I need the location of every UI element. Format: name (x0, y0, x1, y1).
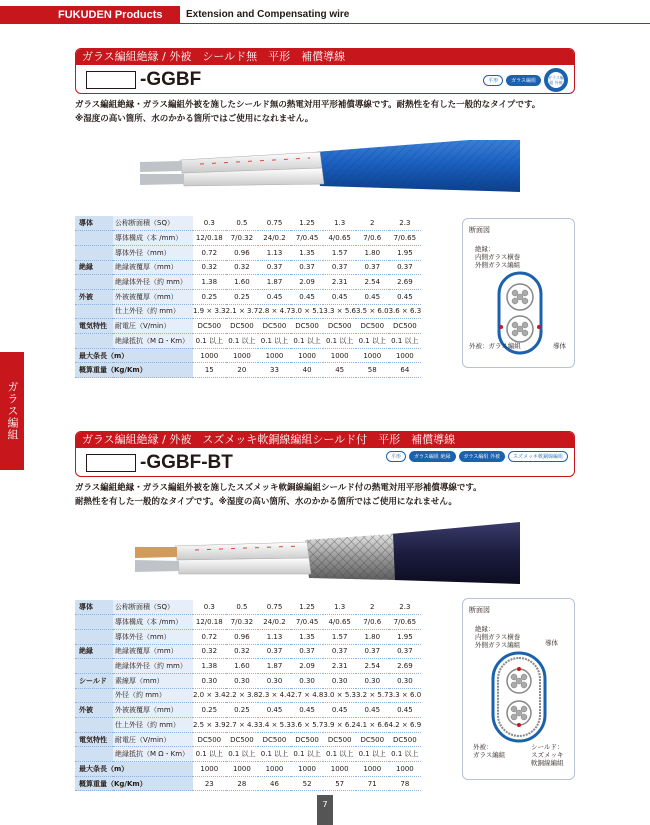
spec-value: 3.6 × 6.3 (389, 304, 422, 319)
spec-value: 0.75 (258, 600, 291, 615)
spec-row (75, 644, 421, 659)
spec-item-label: 公称断面積（SQ） (113, 600, 193, 615)
spec-item-label: 絶縁被覆厚（mm） (113, 644, 193, 659)
product-header-box (75, 48, 575, 94)
spec-group-label: シールド (75, 673, 113, 688)
spec-value: 0.37 (323, 260, 356, 275)
spec-value: 4/0.65 (323, 231, 356, 246)
spec-value: 7/0.6 (356, 615, 389, 630)
spec-value: 0.3 (193, 600, 226, 615)
spec-value: 1.80 (356, 245, 389, 260)
description-note: ※湿度の高い箇所、水のかかる箇所ではご使用になれません。 (75, 114, 314, 124)
spec-value: 7/0.65 (389, 231, 422, 246)
spec-row (75, 659, 421, 674)
spec-value: 1.35 (291, 629, 324, 644)
spec-value: DC500 (389, 319, 422, 334)
spec-value: 0.32 (226, 644, 259, 659)
spec-value: 58 (356, 363, 389, 378)
spec-group-label (75, 334, 113, 349)
spec-item-label: 外被被覆厚（mm） (113, 289, 193, 304)
spec-value: 71 (356, 776, 389, 791)
product-description (75, 481, 482, 509)
diagram-label-inner: 内側ガラス横巻 (475, 253, 521, 261)
spec-row (75, 216, 421, 231)
spec-value: 1000 (193, 348, 226, 363)
feature-badges (386, 451, 568, 462)
model-row (86, 452, 233, 474)
cross-section-diagram-ggbf (462, 218, 575, 368)
spec-value: 45 (323, 363, 356, 378)
spec-group-label: 絶縁 (75, 260, 113, 275)
spec-group-label (75, 304, 113, 319)
spec-row (75, 600, 421, 615)
spec-value: 0.37 (258, 644, 291, 659)
spec-item-label: 公称断面積（SQ） (113, 216, 193, 231)
spec-value: 78 (389, 776, 422, 791)
spec-value: 1.60 (226, 275, 259, 290)
spec-value: 1.3 (323, 600, 356, 615)
product-description (75, 98, 540, 126)
spec-value: 0.37 (291, 644, 324, 659)
spec-value: 0.45 (291, 289, 324, 304)
diagram-label-jacket: 外被：ガラス編組 (469, 342, 521, 350)
product-header-ggbf (75, 48, 575, 94)
diagram-label-shield-copper: 軟銅線編組 (531, 759, 564, 767)
spec-row (75, 363, 421, 378)
spec-group-label (75, 659, 113, 674)
spec-item-label: 仕上外径（約 mm） (113, 718, 193, 733)
spec-row (75, 747, 421, 762)
spec-value: DC500 (258, 319, 291, 334)
spec-group-label: 導体 (75, 600, 113, 615)
spec-value: 2.09 (291, 275, 324, 290)
diagram-label-conductor: 導体 (545, 639, 558, 647)
spec-value: 7/0.65 (389, 615, 422, 630)
spec-item-label: 絶縁被覆厚（mm） (113, 260, 193, 275)
diagram-title: 断面図 (469, 606, 490, 614)
badge-glass-braid: ガラス編組 (506, 75, 541, 86)
spec-value: 1.13 (258, 245, 291, 260)
spec-row (75, 732, 421, 747)
spec-value: 1000 (226, 348, 259, 363)
spec-row (75, 304, 421, 319)
spec-value: 1000 (389, 348, 422, 363)
spec-value: DC500 (193, 732, 226, 747)
spec-row (75, 289, 421, 304)
spec-value: 64 (389, 363, 422, 378)
spec-value: 3.9 × 6.2 (323, 718, 356, 733)
spec-value: 15 (193, 363, 226, 378)
spec-value: 12/0.18 (193, 615, 226, 630)
spec-value: 0.37 (389, 260, 422, 275)
spec-value: 1000 (323, 348, 356, 363)
diagram-label-outer: 外側ガラス編組 (475, 641, 521, 649)
description-line: ガラス編組絶縁・ガラス編組外被を施したシールド無の熱電対用平形補償導線です。耐熱性を有した一般的なタイプです。 (75, 100, 541, 110)
spec-value: 0.1 以上 (356, 334, 389, 349)
spec-value: 0.45 (323, 703, 356, 718)
spec-value: 0.37 (389, 644, 422, 659)
badge-jacket-icon: ガラス編組 外被 (544, 68, 568, 92)
spec-value: 1000 (291, 348, 324, 363)
spec-value: 0.45 (291, 703, 324, 718)
spec-value: 0.30 (323, 673, 356, 688)
spec-value: 2.54 (356, 659, 389, 674)
spec-value: 2.3 (389, 216, 422, 231)
spec-value: 52 (291, 776, 324, 791)
spec-group-label (75, 615, 113, 630)
spec-value: 3.4 × 5.3 (258, 718, 291, 733)
model-prefix-box (86, 71, 136, 89)
spec-value: DC500 (226, 319, 259, 334)
spec-group-label (75, 275, 113, 290)
spec-value: 1000 (258, 348, 291, 363)
spec-value: 2.0 × 3.4 (193, 688, 226, 703)
feature-badges (483, 68, 568, 92)
spec-value: 46 (258, 776, 291, 791)
spec-row (75, 260, 421, 275)
spec-value: 57 (323, 776, 356, 791)
diagram-label-jacket: 外被： (473, 743, 493, 751)
spec-value: 2 (356, 600, 389, 615)
spec-value: 3.3 × 5.6 (323, 304, 356, 319)
badge-flat: 平形 (386, 451, 406, 462)
spec-value: 4/0.65 (323, 615, 356, 630)
spec-row (75, 334, 421, 349)
spec-value: 2.31 (323, 659, 356, 674)
spec-row (75, 718, 421, 733)
spec-value: 0.1 以上 (258, 334, 291, 349)
spec-value: 1.95 (389, 245, 422, 260)
brand-title: FUKUDEN Products CATALOG (0, 6, 180, 24)
spec-group-label: 電気特性 (75, 319, 113, 334)
spec-value: 3.6 × 5.7 (291, 718, 324, 733)
spec-value: 1000 (356, 762, 389, 777)
spec-value: 1.38 (193, 659, 226, 674)
spec-value: 0.37 (291, 260, 324, 275)
spec-value: 0.37 (258, 260, 291, 275)
spec-value: DC500 (356, 732, 389, 747)
badge-glass-braid-jacket: ガラス編組 外被 (459, 451, 505, 462)
spec-table-ggbf (75, 216, 421, 378)
spec-value: 0.30 (226, 673, 259, 688)
spec-group-label: 概算重量（Kg/Km） (75, 363, 193, 378)
spec-value: 0.32 (193, 260, 226, 275)
spec-value: 1.80 (356, 629, 389, 644)
spec-value: 0.75 (258, 216, 291, 231)
spec-value: DC500 (291, 319, 324, 334)
spec-group-label: 外被 (75, 703, 113, 718)
spec-value: 1.25 (291, 216, 324, 231)
product-category: ガラス編組絶縁 / 外被 スズメッキ軟銅線編組シールド付 平形 補償導線 (76, 432, 574, 448)
spec-value: 0.3 (193, 216, 226, 231)
spec-value: 2.7 × 4.3 (226, 718, 259, 733)
spec-value: 12/0.18 (193, 231, 226, 246)
spec-value: DC500 (323, 732, 356, 747)
spec-value: 1000 (323, 762, 356, 777)
spec-value: 2.1 × 3.7 (226, 304, 259, 319)
spec-value: 0.1 以上 (291, 747, 324, 762)
catalog-subtitle: Extension and Compensating wire (180, 6, 650, 24)
spec-value: DC500 (226, 732, 259, 747)
spec-value: 0.37 (356, 260, 389, 275)
spec-row (75, 348, 421, 363)
spec-value: 7/0.6 (356, 231, 389, 246)
spec-value: 33 (258, 363, 291, 378)
spec-row (75, 703, 421, 718)
spec-value: 1000 (291, 762, 324, 777)
spec-group-label (75, 688, 113, 703)
spec-value: 40 (291, 363, 324, 378)
product-category: ガラス編組絶縁 / 外被 シールド無 平形 補償導線 (76, 49, 574, 65)
spec-value: 0.30 (291, 673, 324, 688)
spec-value: 0.96 (226, 245, 259, 260)
description-note: 耐熱性を有した一般的なタイプです。※湿度の高い箇所、水のかかる箇所ではご使用になれません。 (75, 497, 457, 507)
spec-group-label: 最大条長（m） (75, 348, 193, 363)
spec-value: 7/0.45 (291, 615, 324, 630)
spec-group-label: 外被 (75, 289, 113, 304)
spec-value: 1.35 (291, 245, 324, 260)
spec-value: 1.60 (226, 659, 259, 674)
spec-value: 1.87 (258, 659, 291, 674)
spec-value: DC500 (291, 732, 324, 747)
spec-item-label: 絶縁体外径（約 mm） (113, 275, 193, 290)
badge-glass-braid-insulation: ガラス編組 絶縁 (409, 451, 455, 462)
spec-row (75, 615, 421, 630)
spec-row (75, 319, 421, 334)
spec-value: 0.72 (193, 629, 226, 644)
spec-value: 0.1 以上 (356, 747, 389, 762)
spec-value: 2 (356, 216, 389, 231)
spec-group-label (75, 245, 113, 260)
spec-item-label: 耐電圧（V/min） (113, 732, 193, 747)
diagram-title: 断面図 (469, 226, 490, 234)
spec-value: 3.0 × 5.3 (323, 688, 356, 703)
spec-value: 2.3 (389, 600, 422, 615)
spec-value: 4.2 × 6.9 (389, 718, 422, 733)
description-line: ガラス編組絶縁・ガラス編組外被を施したスズメッキ軟銅線編組シールド付の熱電対用平形補償導線です。 (75, 483, 482, 493)
diagram-label-inner: 内側ガラス横巻 (475, 633, 521, 641)
cross-section-icon (491, 651, 547, 743)
spec-table-ggbf-bt (75, 600, 421, 791)
spec-value: 0.1 以上 (323, 747, 356, 762)
spec-value: 0.37 (323, 644, 356, 659)
model-name: -GGBF (140, 69, 202, 90)
spec-value: 0.45 (258, 289, 291, 304)
spec-group-label (75, 718, 113, 733)
spec-item-label: 耐電圧（V/min） (113, 319, 193, 334)
model-prefix-box (86, 454, 136, 472)
spec-group-label: 導体 (75, 216, 113, 231)
spec-value: 2.09 (291, 659, 324, 674)
spec-item-label: 導体外径（mm） (113, 245, 193, 260)
spec-value: 0.32 (226, 260, 259, 275)
spec-row (75, 231, 421, 246)
spec-value: 1.57 (323, 629, 356, 644)
spec-value: 2.31 (323, 275, 356, 290)
side-tab[interactable]: ガラス編組 (0, 352, 24, 470)
spec-value: 0.1 以上 (258, 747, 291, 762)
spec-value: 7/0.45 (291, 231, 324, 246)
spec-value: DC500 (389, 732, 422, 747)
spec-row (75, 275, 421, 290)
diagram-label-outer: 外側ガラス編組 (475, 261, 521, 269)
spec-row (75, 762, 421, 777)
spec-value: 1000 (226, 762, 259, 777)
spec-value: 4.1 × 6.6 (356, 718, 389, 733)
spec-value: 1000 (193, 762, 226, 777)
spec-value: 0.5 (226, 216, 259, 231)
spec-value: 2.2 × 3.8 (226, 688, 259, 703)
spec-value: 7/0.32 (226, 615, 259, 630)
spec-group-label: 電気特性 (75, 732, 113, 747)
spec-value: 1000 (258, 762, 291, 777)
spec-item-label: 絶縁抵抗（M Ω・Km） (113, 747, 193, 762)
spec-item-label: 絶縁抵抗（M Ω・Km） (113, 334, 193, 349)
spec-value: 0.25 (226, 703, 259, 718)
spec-group-label: 概算重量（Kg/Km） (75, 776, 193, 791)
spec-group-label: 最大条長（m） (75, 762, 193, 777)
spec-value: 23 (193, 776, 226, 791)
spec-row (75, 688, 421, 703)
spec-value: 2.5 × 3.9 (193, 718, 226, 733)
diagram-label-jacket-material: ガラス編組 (473, 751, 506, 759)
spec-value: 0.1 以上 (226, 747, 259, 762)
spec-row (75, 776, 421, 791)
spec-value: 0.45 (389, 289, 422, 304)
model-name: -GGBF-BT (140, 452, 233, 473)
spec-value: 0.1 以上 (226, 334, 259, 349)
spec-value: 7/0.32 (226, 231, 259, 246)
badge-flat: 平形 (483, 75, 503, 86)
spec-value: 2.69 (389, 659, 422, 674)
spec-value: 0.30 (258, 673, 291, 688)
spec-value: 0.1 以上 (291, 334, 324, 349)
spec-value: 1.3 (323, 216, 356, 231)
spec-value: 0.45 (356, 703, 389, 718)
spec-group-label (75, 629, 113, 644)
spec-value: 1.13 (258, 629, 291, 644)
spec-value: 24/0.2 (258, 231, 291, 246)
spec-value: 0.30 (389, 673, 422, 688)
spec-value: 2.7 × 4.8 (291, 688, 324, 703)
spec-item-label: 仕上外径（約 mm） (113, 304, 193, 319)
spec-value: 24/0.2 (258, 615, 291, 630)
spec-value: 0.45 (258, 703, 291, 718)
spec-value: DC500 (193, 319, 226, 334)
spec-value: 28 (226, 776, 259, 791)
badge-tinned-copper-shield: スズメッキ軟銅線編組 (508, 451, 568, 462)
spec-value: 1.95 (389, 629, 422, 644)
spec-value: 3.0 × 5.1 (291, 304, 324, 319)
spec-value: 1.87 (258, 275, 291, 290)
spec-value: 0.30 (356, 673, 389, 688)
spec-value: 0.5 (226, 600, 259, 615)
spec-value: 1000 (389, 762, 422, 777)
spec-item-label: 導体構成（本 /mm） (113, 231, 193, 246)
spec-value: 0.96 (226, 629, 259, 644)
product-header-ggbf-bt (75, 431, 575, 477)
spec-value: 0.1 以上 (193, 747, 226, 762)
spec-value: 0.25 (193, 703, 226, 718)
spec-value: 0.1 以上 (389, 334, 422, 349)
spec-value: 0.1 以上 (323, 334, 356, 349)
spec-value: 3.5 × 6.0 (356, 304, 389, 319)
spec-value: 1.57 (323, 245, 356, 260)
spec-value: 0.45 (389, 703, 422, 718)
spec-value: 1.9 × 3.3 (193, 304, 226, 319)
page-number: 7 (317, 795, 333, 825)
spec-value: 2.3 × 4.4 (258, 688, 291, 703)
spec-value: 2.8 × 4.7 (258, 304, 291, 319)
spec-row (75, 629, 421, 644)
spec-item-label: 外径（約 mm） (113, 688, 193, 703)
spec-value: 0.1 以上 (389, 747, 422, 762)
product-header-box (75, 431, 575, 477)
spec-value: DC500 (356, 319, 389, 334)
spec-value: 0.30 (193, 673, 226, 688)
spec-value: 0.1 以上 (193, 334, 226, 349)
spec-value: 2.69 (389, 275, 422, 290)
spec-value: DC500 (258, 732, 291, 747)
spec-value: 0.32 (193, 644, 226, 659)
spec-value: 1000 (356, 348, 389, 363)
diagram-label-shield-tin: スズメッキ (531, 751, 564, 759)
spec-value: 2.54 (356, 275, 389, 290)
diagram-label-conductor: 導体 (553, 342, 566, 350)
cable-photo-ggbf (140, 140, 520, 210)
spec-value: 20 (226, 363, 259, 378)
cable-photo-ggbf-bt (135, 520, 520, 600)
spec-row (75, 245, 421, 260)
spec-value: 1.38 (193, 275, 226, 290)
spec-item-label: 外被被覆厚（mm） (113, 703, 193, 718)
spec-value: 0.25 (226, 289, 259, 304)
spec-group-label: 絶縁 (75, 644, 113, 659)
spec-value: 1.25 (291, 600, 324, 615)
diagram-label-insulation: 絶縁： (475, 245, 495, 253)
spec-item-label: 素線厚（mm） (113, 673, 193, 688)
spec-value: 0.45 (323, 289, 356, 304)
diagram-label-shield: シールド： (531, 743, 564, 751)
spec-item-label: 絶縁体外径（約 mm） (113, 659, 193, 674)
spec-item-label: 導体構成（本 /mm） (113, 615, 193, 630)
spec-value: 0.72 (193, 245, 226, 260)
model-row (86, 69, 201, 91)
spec-value: 3.3 × 6.0 (389, 688, 422, 703)
spec-group-label (75, 231, 113, 246)
spec-group-label (75, 747, 113, 762)
diagram-label-insulation: 絶縁： (475, 625, 495, 633)
catalog-header (0, 0, 650, 39)
spec-item-label: 導体外径（mm） (113, 629, 193, 644)
spec-value: 0.37 (356, 644, 389, 659)
cross-section-diagram-ggbf-bt (462, 598, 575, 780)
spec-value: DC500 (323, 319, 356, 334)
spec-value: 0.45 (356, 289, 389, 304)
spec-row (75, 673, 421, 688)
spec-value: 3.2 × 5.7 (356, 688, 389, 703)
spec-value: 0.25 (193, 289, 226, 304)
